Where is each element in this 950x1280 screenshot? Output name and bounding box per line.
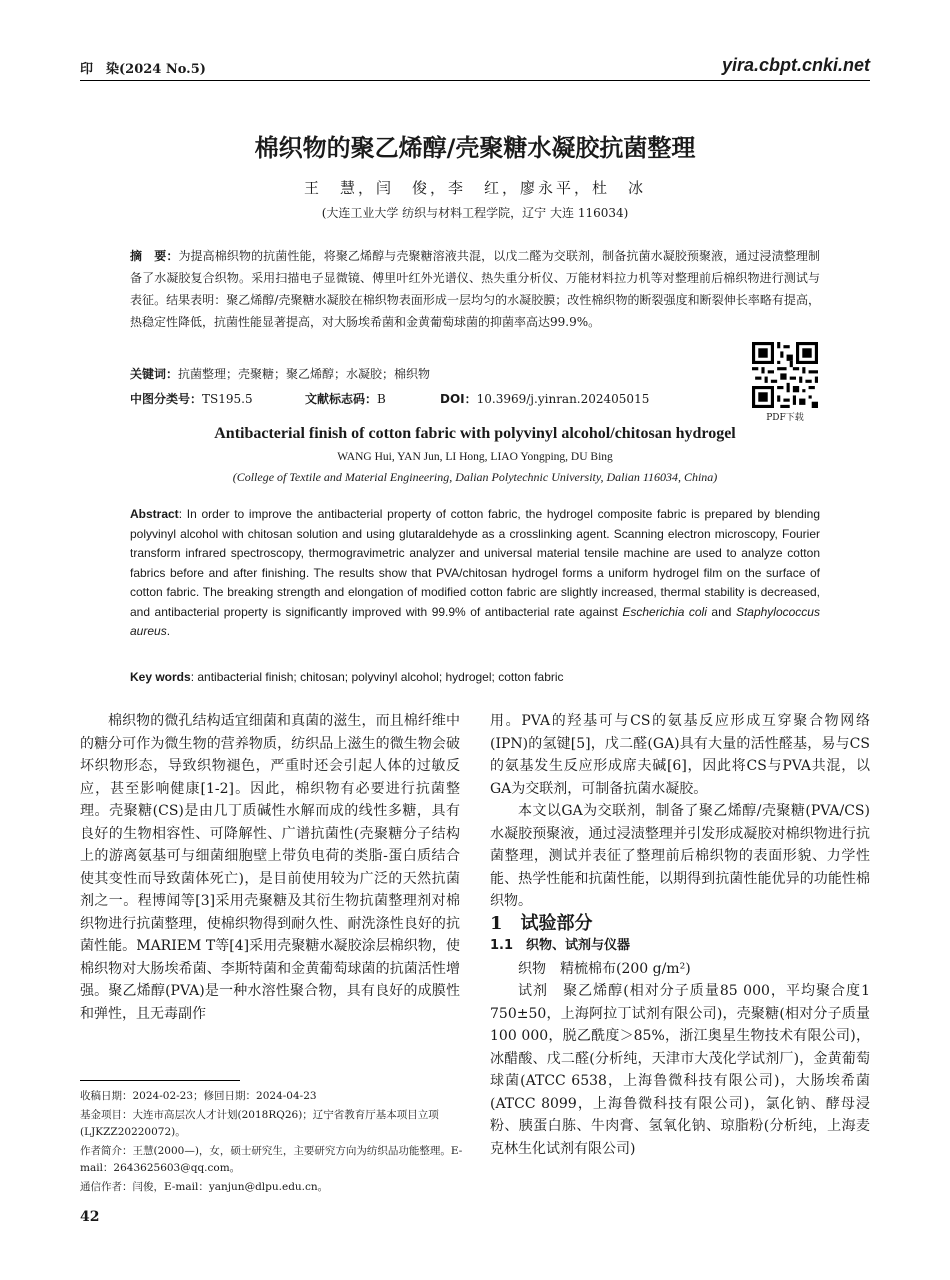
authors-en: WANG Hui, YAN Jun, LI Hong, LIAO Yongping, DU Bing [337, 451, 613, 463]
keywords-en [130, 670, 564, 684]
keywords-cn [130, 365, 430, 382]
abstract-en [130, 505, 820, 642]
body-column-right [490, 710, 870, 1160]
intro-paragraph-1: 棉织物的微孔结构适宜细菌和真菌的滋生，而且棉纤维中的糖分可作为微生物的营养物质，纺织品上滋生的微生物会破坏织物形态，导致织物褪色，严重时还会引起人体的过敏反应，甚至影响健康[1-2]。因此，棉织物有必要进行抗菌整理。壳聚糖(CS)是由几丁质碱性水解而成的线性多糖，具有良好的生物相容性、可降解性、广谱抗菌性(壳聚糖分子结构上的游离氨基可与细菌细胞壁上带负电荷的类脂-蛋白质结合使其变性而导致菌体死亡)，是目前使用较为广泛的天然抗菌剂之一。程博闻等[3]采用壳聚糖及其衍生物抗菌整理剂对棉织物进行抗菌整理，使棉织物得到耐久性、耐洗涤性良好的抗菌性能。MARIEM T等[4]采用壳聚糖水凝胶涂层棉织物，使棉织物对大肠埃希菌、李斯特菌和金黄葡萄球菌的抗菌活性增强。聚乙烯醇(PVA)是一种水溶性聚合物，具有良好的成膜性和弹性，且无毒副作 [80, 713, 460, 1022]
keywords-en-text: : antibacterial finish; chitosan; polyvinyl alcohol; hydrogel; cotton fabric [190, 670, 564, 684]
intro-paragraph-cont: 用。PVA的羟基可与CS的氨基反应形成互穿聚合物网络(IPN)的氢键[5]，戊二醛(GA)具有大量的活性醛基，易与CS的氨基发生反应形成席夫碱[6]，因此将CS与PVA共混，以GA为交联剂，可制备抗菌水凝胶。 [490, 713, 870, 797]
footnote-fund: 基金项目：大连市高层次人才计划(2018RQ26)；辽宁省教育厅基本项目立项(LJKZZ20220072)。 [80, 1109, 439, 1138]
clc-label: 中图分类号： [130, 392, 203, 406]
authors-cn: 王 慧，闫 俊，李 红，廖永平，杜 冰 [303, 179, 646, 197]
page-number: 42 [80, 1209, 100, 1225]
intro-paragraph-2: 本文以GA为交联剂，制备了聚乙烯醇/壳聚糖(PVA/CS)水凝胶预聚液，通过浸渍整理并引发形成凝胶对棉织物进行抗菌整理，测试并表征了整理前后棉织物的表面形貌、力学性能、热学性能和抗菌性能，以期得到抗菌性能优异的功能性棉织物。 [490, 803, 870, 909]
abstract-cn-label: 摘 要： [130, 249, 179, 263]
abstract-cn-text: 为提高棉织物的抗菌性能，将聚乙烯醇与壳聚糖溶液共混，以戊二醛为交联剂，制备抗菌水凝胶预聚液，通过浸渍整理制备了水凝胶复合织物。采用扫描电子显微镜、傅里叶红外光谱仪、热失重分析仪、万能材料拉力机等对整理前后棉织物进行测试与表征。结果表明：聚乙烯醇/壳聚糖水凝胶在棉织物表面形成一层均匀的水凝胶膜；改性棉织物的断裂强度和断裂伸长率略有提高，热稳定性降低，抗菌性能显著提高，对大肠埃希菌和金黄葡萄球菌的抑菌率高达99.9%。 [130, 249, 820, 329]
clc-value: TS195.5 [202, 392, 253, 406]
keywords-en-label: Key words [130, 670, 191, 684]
abstract-cn [130, 245, 820, 333]
section-heading-1: 1 试验部分 [490, 912, 593, 934]
doi-value[interactable]: 10.3969/j.yinran.202405015 [476, 392, 650, 406]
doi-label: DOI： [440, 392, 477, 406]
keywords-cn-label: 关键词： [130, 367, 179, 381]
journal-site-link[interactable]: yira.cbpt.cnki.net [721, 55, 870, 75]
abstract-en-end: . [166, 624, 171, 638]
body-column-left [80, 710, 460, 1025]
footnote-rule [80, 1080, 240, 1081]
journal-header: 印 染(2024 No.5) [80, 62, 206, 77]
species-saureus: Staphylococcus aureus [130, 604, 820, 638]
page-title-cn: 棉织物的聚乙烯醇/壳聚糖水凝胶抗菌整理 [254, 134, 696, 162]
doc-code-label: 文献标志码： [305, 392, 378, 406]
materials-fabric: 织物 精梳棉布(200 g/m²) [518, 960, 691, 977]
materials-reagents: 试剂 聚乙烯醇(相对分子质量85 000，平均聚合度1 750±50，上海阿拉丁试剂有限公司)，壳聚糖(相对分子质量100 000，脱乙酰度＞85%，浙江奥星生物技术有限公司)，冰醋酸、戊二醛(分析纯，天津市大茂化学试剂厂)，金黄葡萄球菌(ATCC 6538，上海鲁微科技有限公司)，大肠埃希菌(ATCC 8099，上海鲁微科技有限公司)，氯化钠、酵母浸粉、胰蛋白胨、牛肉膏、氢氧化钠、琼脂粉(分析纯，上海麦克林生化试剂有限公司) [490, 983, 870, 1157]
abstract-en-and: and [706, 604, 736, 619]
doc-code-value: B [377, 392, 386, 406]
subsection-heading-1-1: 1.1 织物、试剂与仪器 [490, 938, 631, 953]
footnote-author: 作者简介：王慧(2000—)，女，硕士研究生，主要研究方向为纺织品功能整理。E-mail：2643625603@qq.com。 [80, 1145, 463, 1174]
abstract-en-text: : In order to improve the antibacterial property of cotton fabric, the hydrogel composite fabric is prepared by blending polyvinyl alcohol with chitosan solution and using glutaraldehyde as a crosslinking agent. Scanning electron microscopy, Fourier transform infrared spectroscopy, thermogravimetric analyzer and universal material tensile machine are used to analyze cotton fabrics before and after finishing. The results show that PVA/chitosan hydrogel forms a uniform hydrogel film on the surface of cotton fabric. The breaking strength and elongation of modified cotton fabric are slightly increased, thermal stability is decreased, and antibacterial property is significantly improved with 99.9% of antibacterial rate against [130, 507, 820, 619]
abstract-en-label: Abstract [130, 507, 179, 521]
affiliation-cn: (大连工业大学 纺织与材料工程学院，辽宁 大连 116034) [321, 206, 629, 220]
header-rule [80, 80, 870, 81]
footnotes [80, 1088, 465, 1198]
footnote-received: 收稿日期：2024-02-23；修回日期：2024-04-23 [80, 1090, 317, 1102]
footnote-corresponding: 通信作者：闫俊，E-mail：yanjun@dlpu.edu.cn。 [80, 1181, 329, 1193]
classification-row [130, 390, 730, 407]
pdf-download-label[interactable]: PDF下载 [766, 413, 804, 423]
qr-code-icon[interactable] [752, 342, 818, 408]
species-ecoli: Escherichia coli [622, 604, 707, 619]
keywords-cn-text: 抗菌整理；壳聚糖；聚乙烯醇；水凝胶；棉织物 [178, 367, 431, 381]
affiliation-en: (College of Textile and Material Engineering, Dalian Polytechnic University, Dalian 116034, China) [232, 470, 718, 484]
page-title-en: Antibacterial finish of cotton fabric with polyvinyl alcohol/chitosan hydrogel [214, 425, 736, 442]
